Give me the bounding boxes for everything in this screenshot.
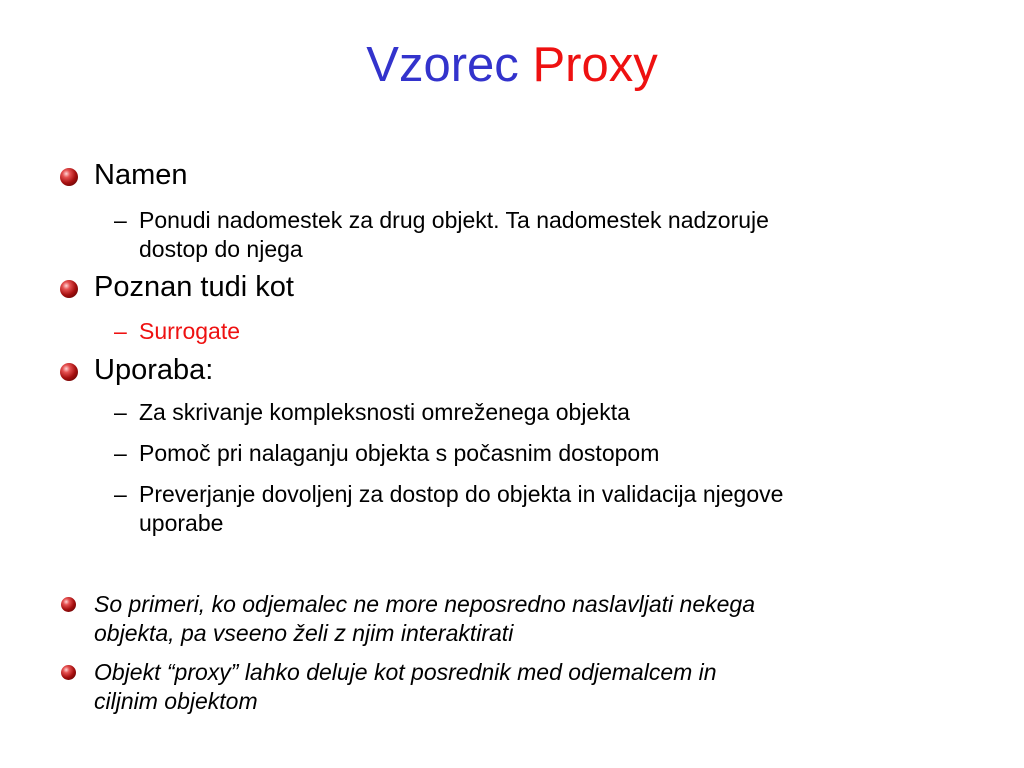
dash-marker: – xyxy=(114,440,127,466)
slide-title xyxy=(0,34,1024,96)
surrogate-item: Surrogate xyxy=(139,318,241,344)
uporaba-item-3-line-2: uporabe xyxy=(139,510,224,536)
dash-marker: – xyxy=(114,207,127,233)
heading-uporaba: Uporaba: xyxy=(94,354,214,386)
bullet-icon xyxy=(61,597,76,612)
bullet-icon xyxy=(60,280,78,298)
note-1-line-1: So primeri, ko odjemalec ne more neposredno naslavljati nekega xyxy=(94,591,755,617)
bullet-icon xyxy=(61,665,76,680)
dash-marker: – xyxy=(114,318,127,344)
dash-marker: – xyxy=(114,399,127,425)
note-2-line-1: Objekt “proxy” lahko deluje kot posrednik med odjemalcem in xyxy=(94,659,717,685)
title-word-proxy: Proxy xyxy=(532,38,658,92)
heading-poznan-tudi-kot: Poznan tudi kot xyxy=(94,271,294,303)
namen-line-1: Ponudi nadomestek za drug objekt. Ta nadomestek nadzoruje xyxy=(139,207,769,233)
uporaba-item-2: Pomoč pri nalaganju objekta s počasnim dostopom xyxy=(139,440,660,466)
uporaba-item-1: Za skrivanje kompleksnosti omreženega objekta xyxy=(139,399,630,425)
title-word-vzorec: Vzorec xyxy=(366,38,519,92)
bullet-icon xyxy=(60,363,78,381)
heading-namen: Namen xyxy=(94,159,188,191)
note-2-line-2: ciljnim objektom xyxy=(94,688,258,714)
namen-line-2: dostop do njega xyxy=(139,236,303,262)
uporaba-item-3-line-1: Preverjanje dovoljenj za dostop do objekta in validacija njegove xyxy=(139,481,784,507)
bullet-icon xyxy=(60,168,78,186)
note-1-line-2: objekta, pa vseeno želi z njim interaktirati xyxy=(94,620,514,646)
dash-marker: – xyxy=(114,481,127,507)
